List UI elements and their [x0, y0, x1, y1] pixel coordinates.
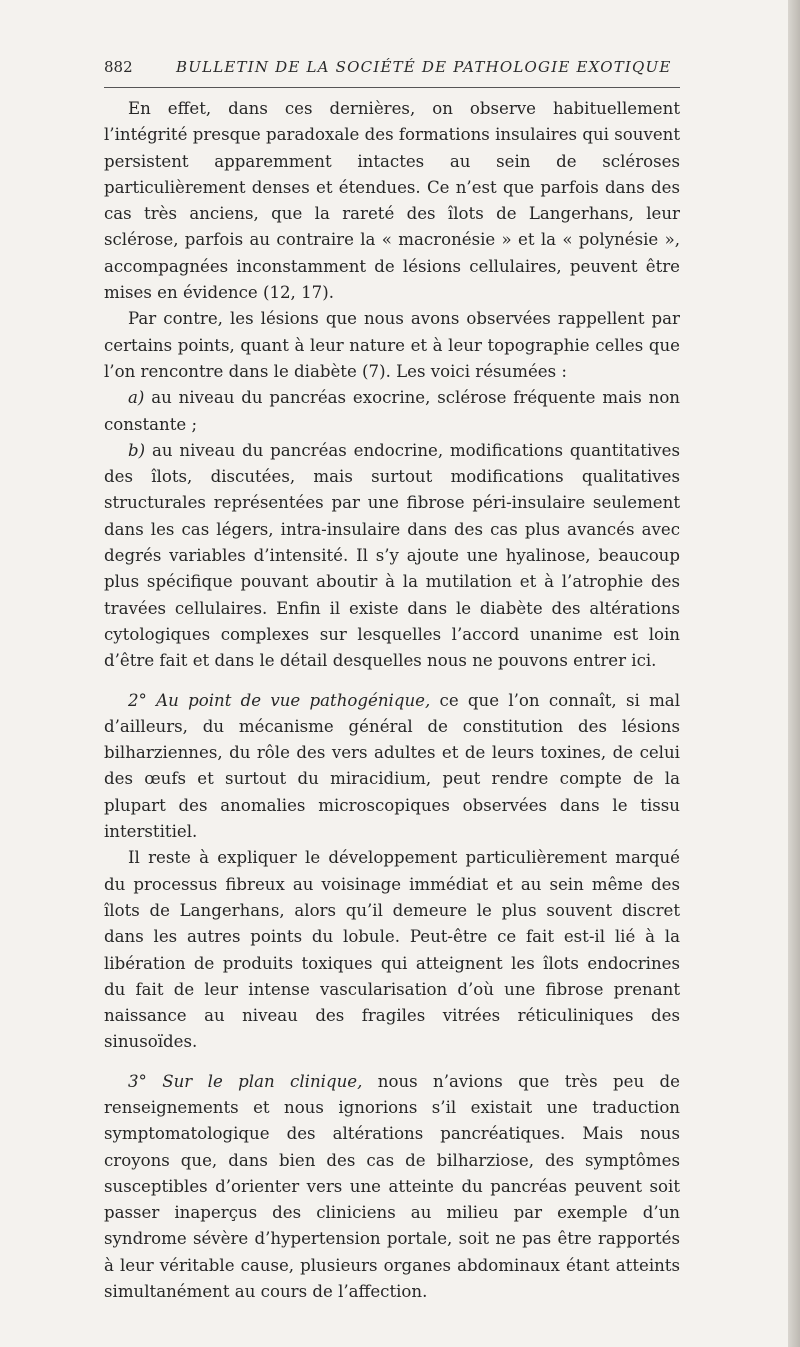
- list-label-a: a): [128, 388, 145, 408]
- paragraph-clinical: 3° Sur le plan clinique, nous n’avions que très peu de renseignements et nous ignorions s’il existait une traduction symptomatologique des altérations pancréatiques. Mais nous croyons que, dans bien des cas de bilharziose, des symptômes susceptibles d’orienter vers une atteinte du pancréas peuvent soit passer inaperçus des cliniciens au milieu par exemple d’un syndrome sévère d’hypertension portale, soit ne pas être rapportés à leur véritable cause, plusieurs organes abdominaux étant atteints simultanément au cours de l’affection.: [104, 1071, 680, 1302]
- list-label-b: b): [128, 440, 146, 460]
- paragraph-2: Par contre, les lésions que nous avons observées rappellent par certains points, quant à leur nature et à leur topographie celles que l’on rencontre dans le diabète (7). Les voici résumées :: [104, 309, 680, 381]
- paragraph-fibrosis: Il reste à expliquer le développement particulièrement marqué du processus fibreux au voisinage immédiat et au sein même des îlots de Langerhans, alors qu’il demeure le plus souvent discret dans les autres points du lobule. Peut-être ce fait est-il lié à la libération de produits toxiques qui atteignent les îlots endocrines du fait de leur intense vascularisation d’où une fibrose prenant naissance au niveau des fragiles vitrées réticuliniques des sinusoïdes.: [104, 848, 680, 1052]
- section-label-pathogenic: 2° Au point de vue pathogénique,: [128, 690, 431, 710]
- header-divider: [104, 87, 680, 88]
- paragraph-b: b) au niveau du pancréas endocrine, modifications quantitatives des îlots, discutées, mais surtout modifications qualitatives structurales représentées par une fibrose péri-insulaire seulement dans les cas légers, intra-insulaire dans des cas plus avancés avec degrés variables d’intensité. Il s’y ajoute une hyalinose, beaucoup plus spécifique pouvant aboutir à la mutilation et à l’atrophie des travées cellulaires. Enfin il existe dans le diabète des altérations cytologiques complexes sur lesquelles l’accord unanime est loin d’être fait et dans le détail desquelles nous ne pouvons entrer ici.: [104, 440, 680, 671]
- running-title: BULLETIN DE LA SOCIÉTÉ DE PATHOLOGIE EXOTIQUE: [176, 58, 672, 76]
- body-text: [104, 96, 680, 1305]
- paragraph-1: En effet, dans ces dernières, on observe habituellement l’intégrité presque paradoxale des formations insulaires qui souvent persistent apparemment intactes au sein de scléroses particulièrement denses et étendues. Ce n’est que parfois dans des cas très anciens, que la rareté des îlots de Langerhans, leur sclérose, parfois au contraire la « macronésie » et la « polynésie », accompagnées inconstamment de lésions cellulaires, peuvent être mises en évidence (12, 17).: [104, 99, 680, 303]
- section-label-clinical: 3° Sur le plan clinique,: [128, 1071, 363, 1091]
- page-number: 882: [104, 58, 133, 76]
- paragraph-a: a) au niveau du pancréas exocrine, sclérose fréquente mais non constante ;: [104, 388, 680, 434]
- page-header: [104, 58, 680, 82]
- paragraph-pathogenic: 2° Au point de vue pathogénique, ce que l’on connaît, si mal d’ailleurs, du mécanisme général de constitution des lésions bilharziennes, du rôle des vers adultes et de leurs toxines, de celui des œufs et surtout du miracidium, peut rendre compte de la plupart des anomalies microscopiques observées dans le tissu interstitiel.: [104, 690, 681, 842]
- page-edge: [788, 0, 800, 1347]
